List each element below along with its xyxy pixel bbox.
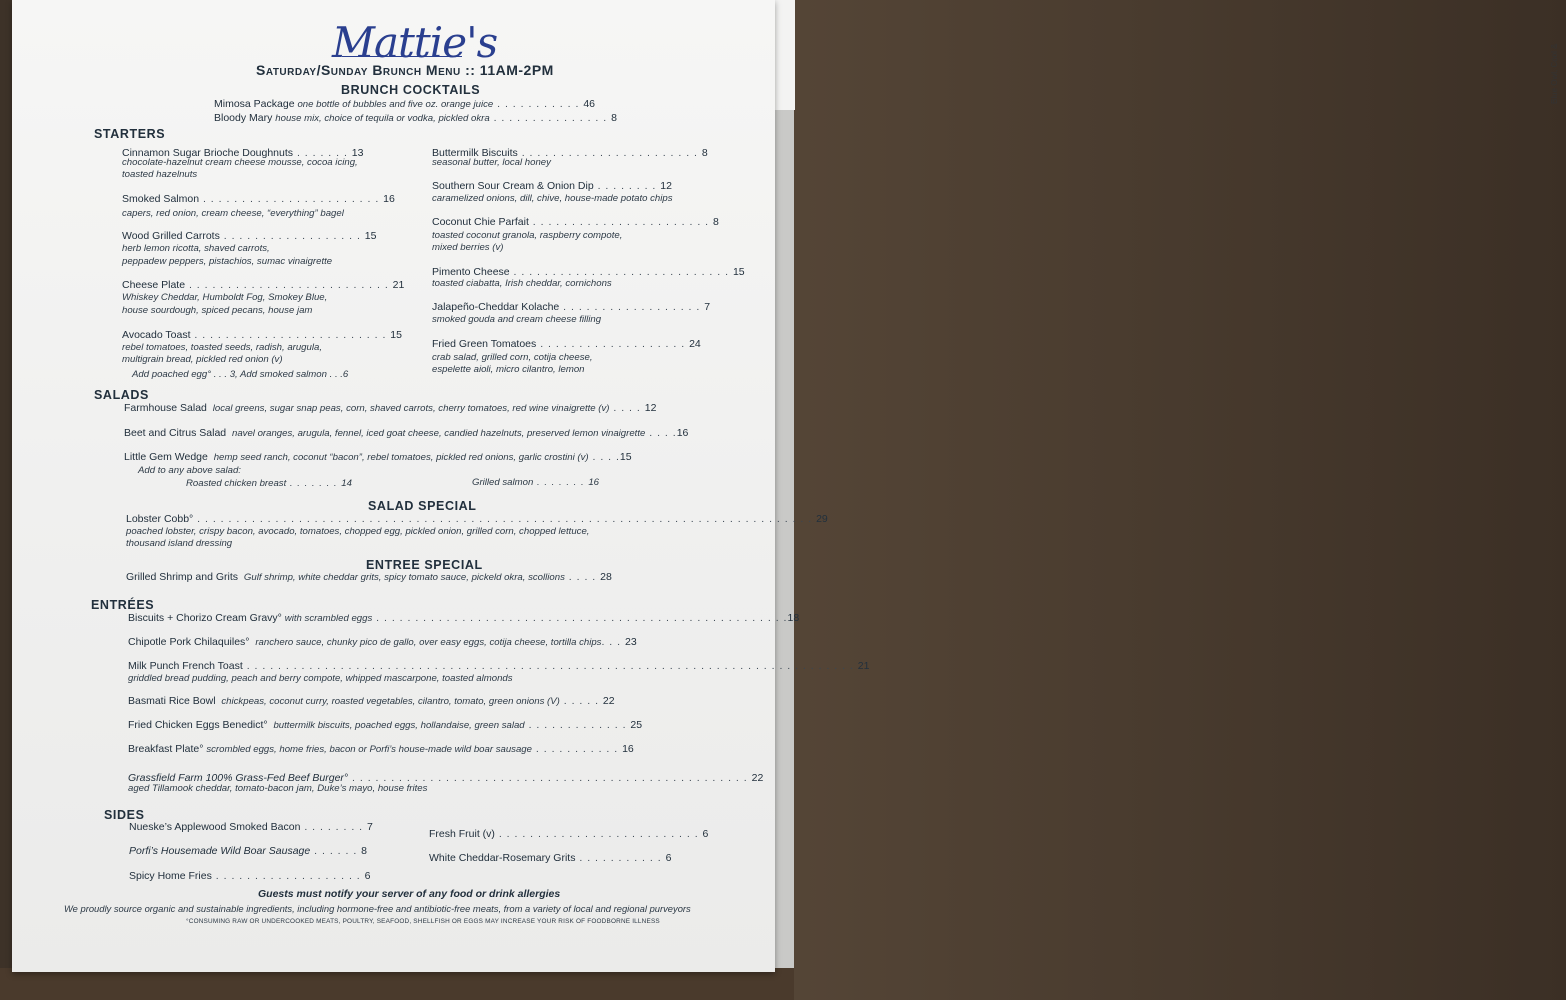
item-desc: Gulf shrimp, white cheddar grits, spicy tomato sauce, pickeld okra, scollions bbox=[243, 572, 565, 583]
item-name: Grilled salmon bbox=[472, 477, 534, 488]
item-name: Basmati Rice Bowl bbox=[128, 695, 216, 707]
item-price: 24 bbox=[689, 338, 701, 350]
item-price: 16 bbox=[383, 193, 395, 205]
entree-item: Milk Punch French Toast . . . . . . . . . . . . . . . . . . . . . . . . . . . . . . . . . . . . . . . . . . . . . . . . . . . . . . . . . . . . . . . . . . . . . . . . . . . . . . 21 bbox=[128, 660, 870, 672]
item-name: Grilled Shrimp and Grits bbox=[126, 571, 239, 583]
item-name: Cheese Plate bbox=[122, 279, 186, 291]
item-desc: house mix, choice of tequila or vodka, pickled okra bbox=[275, 113, 490, 124]
salads-heading: SALADS bbox=[94, 388, 149, 402]
starter-item: Smoked Salmon . . . . . . . . . . . . . . . . . . . . . . . 16 bbox=[122, 193, 395, 205]
item-price: 14 bbox=[341, 478, 352, 489]
item-desc: aged Tillamook cheddar, tomato-bacon jam, Duke’s mayo, house frites bbox=[128, 783, 428, 794]
entree-special-item: Grilled Shrimp and Grits Gulf shrimp, white cheddar grits, spicy tomato sauce, pickeld okra, scollions . . . . 28 bbox=[126, 571, 612, 583]
starters-heading: STARTERS bbox=[94, 127, 166, 141]
item-desc: hemp seed ranch, coconut “bacon”, rebel tomatoes, pickled red onions, garlic crostini (v) bbox=[213, 452, 589, 463]
item-price: 16 bbox=[622, 743, 634, 755]
item-price: 12 bbox=[644, 402, 657, 414]
item-desc: griddled bread pudding, peach and berry compote, whipped mascarpone, toasted almonds bbox=[128, 673, 513, 684]
salad-item: Beet and Citrus Salad navel oranges, arugula, fennel, iced goat cheese, candied hazelnuts, preserved lemon vinaigrette . . . .16 bbox=[124, 427, 689, 439]
item-desc: scrombled eggs, home fries, bacon or Porfi’s house-made wild boar sausage bbox=[206, 744, 532, 755]
edge-card bbox=[773, 0, 1559, 110]
entree-item: Fried Chicken Eggs Benedict° buttermilk biscuits, poached eggs, hollandaise, green salad . . . . . . . . . . . . . 25 bbox=[128, 719, 643, 731]
starter-item: Coconut Chie Parfait . . . . . . . . . . . . . . . . . . . . . . . 8 bbox=[432, 216, 719, 228]
logo-underline bbox=[342, 56, 462, 57]
item-name: Breakfast Plate° bbox=[128, 743, 204, 755]
item-name: Beet and Citrus Salad bbox=[124, 427, 227, 439]
salad-addon-label: Add to any above salad: bbox=[138, 465, 241, 476]
item-desc: local greens, sugar snap peas, corn, shaved carrots, cherry tomatoes, red wine vinaigrette (v) bbox=[212, 403, 610, 414]
side-item: Porfi’s Housemade Wild Boar Sausage . . . . . . 8 bbox=[129, 845, 368, 857]
item-desc: toasted hazelnuts bbox=[122, 169, 198, 180]
menu-title: Saturday/Sunday Brunch Menu :: 11AM-2PM bbox=[256, 62, 554, 78]
item-name: Smoked Salmon bbox=[122, 193, 200, 205]
item-price: 8 bbox=[611, 112, 617, 124]
item-price: 29 bbox=[816, 513, 828, 525]
starter-item: Cheese Plate . . . . . . . . . . . . . . . . . . . . . . . . . . 21 bbox=[122, 279, 405, 291]
item-price: 22 bbox=[751, 772, 764, 784]
item-name: Chipotle Pork Chilaquiles° bbox=[128, 636, 250, 648]
item-name: Spicy Home Fries bbox=[129, 870, 212, 882]
item-name: Fried Chicken Eggs Benedict° bbox=[128, 719, 268, 731]
item-price: 8 bbox=[361, 845, 368, 857]
item-price: 16 bbox=[676, 427, 689, 439]
item-price: 22 bbox=[602, 695, 615, 707]
item-desc: rebel tomatoes, toasted seeds, radish, arugula, bbox=[122, 342, 322, 353]
entree-special-heading: ENTREE SPECIAL bbox=[366, 558, 483, 572]
starter-item: Southern Sour Cream & Onion Dip . . . . . . . . 12 bbox=[432, 180, 672, 192]
item-desc: navel oranges, arugula, fennel, iced goat cheese, candied hazelnuts, preserved lemon vinaigrette bbox=[232, 428, 646, 439]
item-name: Lobster Cobb° bbox=[126, 513, 194, 525]
brunch-cocktails-heading: BRUNCH COCKTAILS bbox=[341, 83, 481, 97]
item-desc: multigrain bread, pickled red onion (v) bbox=[122, 354, 283, 365]
item-desc: with scrambled eggs bbox=[284, 613, 373, 624]
item-desc: toasted ciabatta, Irish cheddar, cornichons bbox=[432, 278, 612, 289]
item-desc: espelette aioli, micro cilantro, lemon bbox=[432, 364, 585, 375]
item-name: Little Gem Wedge bbox=[124, 451, 208, 463]
item-price: 6 bbox=[702, 828, 709, 840]
item-name: Mimosa Package bbox=[214, 98, 295, 110]
item-name: Nueske’s Applewood Smoked Bacon bbox=[129, 821, 301, 833]
menu-sheet bbox=[12, 0, 870, 972]
item-name: Roasted chicken breast bbox=[186, 478, 287, 489]
item-desc: seasonal butter, local honey bbox=[432, 157, 551, 168]
side-item: Fresh Fruit (v) . . . . . . . . . . . . . . . . . . . . . . . . . . 6 bbox=[429, 828, 709, 840]
salad-special-heading: SALAD SPECIAL bbox=[368, 499, 477, 513]
starter-item: Avocado Toast . . . . . . . . . . . . . . . . . . . . . . . . . 15 bbox=[122, 329, 402, 341]
starter-item: Cinnamon Sugar Brioche Doughnuts . . . . . . . 13 bbox=[122, 147, 364, 159]
item-desc: Whiskey Cheddar, Humboldt Fog, Smokey Blue, bbox=[122, 292, 328, 303]
item-desc: buttermilk biscuits, poached eggs, hollandaise, green salad bbox=[273, 720, 525, 731]
item-price: 15 bbox=[364, 230, 377, 242]
salad-item: Little Gem Wedge hemp seed ranch, coconut “bacon”, rebel tomatoes, pickled red onions, garlic crostini (v) . . . .15 bbox=[124, 451, 632, 463]
item-desc: thousand island dressing bbox=[126, 538, 233, 549]
avocado-addons: Add poached egg° . . . 3, Add smoked salmon . . .6 bbox=[132, 369, 349, 380]
restaurant-logo: Mattie's bbox=[332, 18, 498, 67]
item-name: Fresh Fruit (v) bbox=[429, 828, 495, 840]
item-price: 8 bbox=[713, 216, 719, 228]
raw-food-warning: °CONSUMING RAW OR UNDERCOOKED MEATS, POULTRY, SEAFOOD, SHELLFISH OR EGGS MAY INCREASE YOUR RISK OF FOODBORNE ILLNESS bbox=[186, 918, 660, 925]
item-desc: house sourdough, spiced pecans, house jam bbox=[122, 305, 313, 316]
item-desc: crab salad, grilled corn, cotija cheese, bbox=[432, 352, 593, 363]
starter-item: Buttermilk Biscuits . . . . . . . . . . . . . . . . . . . . . . . 8 bbox=[432, 147, 708, 159]
item-price: 6 bbox=[364, 870, 371, 882]
item-name: White Cheddar-Rosemary Grits bbox=[429, 852, 576, 864]
salad-special-item: Lobster Cobb° . . . . . . . . . . . . . . . . . . . . . . . . . . . . . . . . . . . . . . . . . . . . . . . . . . . . . . . . . . . . . . . . . . . . . . . . . . . . . . . 29 bbox=[126, 513, 828, 525]
item-name: Cinnamon Sugar Brioche Doughnuts bbox=[122, 147, 294, 159]
item-desc: peppadew peppers, pistachios, sumac vinaigrette bbox=[122, 256, 333, 267]
entree-item: Chipotle Pork Chilaquiles° ranchero sauce, chunky pico de gallo, over easy eggs, cotija cheese, tortilla chips. . . 23 bbox=[128, 636, 637, 648]
entree-item: Breakfast Plate° scrombled eggs, home fries, bacon or Porfi’s house-made wild boar sausage . . . . . . . . . . . 16 bbox=[128, 743, 634, 755]
sourcing-note: We proudly source organic and sustainable ingredients, including hormone-free and antibiotic-free meats, from a variety of local and regional purveyors bbox=[64, 903, 691, 914]
item-desc: herb lemon ricotta, shaved carrots, bbox=[122, 243, 270, 254]
entrees-heading: ENTRÉES bbox=[91, 598, 155, 612]
item-price: 21 bbox=[392, 279, 405, 291]
salad-addon: Grilled salmon . . . . . . . 16 bbox=[472, 477, 599, 488]
item-name: Fried Green Tomatoes bbox=[432, 338, 537, 350]
starter-item: Pimento Cheese . . . . . . . . . . . . . . . . . . . . . . . . . . . . 15 bbox=[432, 266, 745, 278]
item-price: 15 bbox=[732, 266, 745, 278]
item-price: 15 bbox=[619, 451, 632, 463]
item-price: 12 bbox=[660, 180, 672, 192]
item-price: 15 bbox=[390, 329, 402, 341]
starter-item: Fried Green Tomatoes . . . . . . . . . . . . . . . . . . . 24 bbox=[432, 338, 701, 350]
item-price: 23 bbox=[624, 636, 637, 648]
item-price: 7 bbox=[367, 821, 373, 833]
item-price: 16 bbox=[588, 477, 599, 488]
item-desc: caramelized onions, dill, chive, house-made potato chips bbox=[432, 193, 673, 204]
item-name: Bloody Mary bbox=[214, 112, 273, 124]
item-price: 13 bbox=[351, 147, 364, 159]
entree-item: Biscuits + Chorizo Cream Gravy° with scrambled eggs . . . . . . . . . . . . . . . . . . . . . . . . . . . . . . . . . . . . . . . . . . . . . . . . . . . . .18 bbox=[128, 612, 800, 624]
allergy-notice: Guests must notify your server of any food or drink allergies bbox=[258, 888, 561, 900]
sides-heading: SIDES bbox=[104, 808, 145, 822]
item-name: Grassfield Farm 100% Grass-Fed Beef Burger° bbox=[128, 772, 349, 784]
edge-card-text: Blue Owl, Cool & bbox=[1550, 43, 1559, 104]
item-name: Jalapeño-Cheddar Kolache bbox=[432, 301, 560, 313]
item-name: Coconut Chie Parfait bbox=[432, 216, 529, 228]
item-price: 6 bbox=[665, 852, 672, 864]
starter-item: Jalapeño-Cheddar Kolache . . . . . . . . . . . . . . . . . . 7 bbox=[432, 301, 711, 313]
item-desc: capers, red onion, cream cheese, “everything” bagel bbox=[122, 208, 344, 219]
item-price: 8 bbox=[701, 147, 708, 159]
item-name: Southern Sour Cream & Onion Dip bbox=[432, 180, 594, 192]
salad-addon: Roasted chicken breast . . . . . . . 14 bbox=[186, 478, 352, 489]
item-desc: chocolate-hazelnut cream cheese mousse, cocoa icing, bbox=[122, 157, 358, 168]
item-price: 21 bbox=[857, 660, 870, 672]
side-item: Nueske’s Applewood Smoked Bacon . . . . . . . . 7 bbox=[129, 821, 373, 833]
item-name: Avocado Toast bbox=[122, 329, 191, 341]
item-name: Porfi’s Housemade Wild Boar Sausage bbox=[129, 845, 311, 857]
entree-item: Basmati Rice Bowl chickpeas, coconut curry, roasted vegetables, cilantro, tomato, green onions (V) . . . . . 22 bbox=[128, 695, 615, 707]
item-price: 18 bbox=[787, 612, 800, 624]
salad-item: Farmhouse Salad local greens, sugar snap peas, corn, shaved carrots, cherry tomatoes, red wine vinaigrette (v) . . . . 12 bbox=[124, 402, 657, 414]
item-name: Buttermilk Biscuits bbox=[432, 147, 518, 159]
item-desc: one bottle of bubbles and five oz. orange juice bbox=[297, 99, 494, 110]
table-surface-bottom bbox=[0, 968, 794, 1000]
item-name: Pimento Cheese bbox=[432, 266, 510, 278]
cocktail-item: Mimosa Package one bottle of bubbles and five oz. orange juice . . . . . . . . . . . 46 bbox=[214, 98, 596, 110]
side-item: White Cheddar-Rosemary Grits . . . . . . . . . . . 6 bbox=[429, 852, 672, 864]
item-name: Biscuits + Chorizo Cream Gravy° bbox=[128, 612, 282, 624]
item-desc: mixed berries (v) bbox=[432, 242, 504, 253]
item-price: 25 bbox=[630, 719, 643, 731]
item-desc: chickpeas, coconut curry, roasted vegetables, cilantro, tomato, green onions (V) bbox=[221, 696, 560, 707]
item-name: Wood Grilled Carrots bbox=[122, 230, 220, 242]
starter-item: Wood Grilled Carrots . . . . . . . . . . . . . . . . . . 15 bbox=[122, 230, 377, 242]
item-desc: smoked gouda and cream cheese filling bbox=[432, 314, 602, 325]
item-price: 28 bbox=[600, 571, 612, 583]
side-item: Spicy Home Fries . . . . . . . . . . . . . . . . . . . 6 bbox=[129, 870, 371, 882]
item-price: 46 bbox=[583, 98, 596, 110]
cocktail-item: Bloody Mary house mix, choice of tequila or vodka, pickled okra . . . . . . . . . . . . . . . 8 bbox=[214, 112, 617, 124]
item-name: Farmhouse Salad bbox=[124, 402, 207, 414]
item-desc: toasted coconut granola, raspberry compote, bbox=[432, 230, 623, 241]
item-desc: poached lobster, crispy bacon, avocado, tomatoes, chopped egg, pickled onion, grilled corn, chopped lettuce, bbox=[126, 526, 590, 537]
item-desc: ranchero sauce, chunky pico de gallo, over easy eggs, cotija cheese, tortilla chips bbox=[255, 637, 602, 648]
item-price: 7 bbox=[704, 301, 711, 313]
entree-item: Grassfield Farm 100% Grass-Fed Beef Burger° . . . . . . . . . . . . . . . . . . . . . . . . . . . . . . . . . . . . . . . . . . . . . . . . . . . 22 bbox=[128, 772, 764, 784]
item-name: Milk Punch French Toast bbox=[128, 660, 243, 672]
